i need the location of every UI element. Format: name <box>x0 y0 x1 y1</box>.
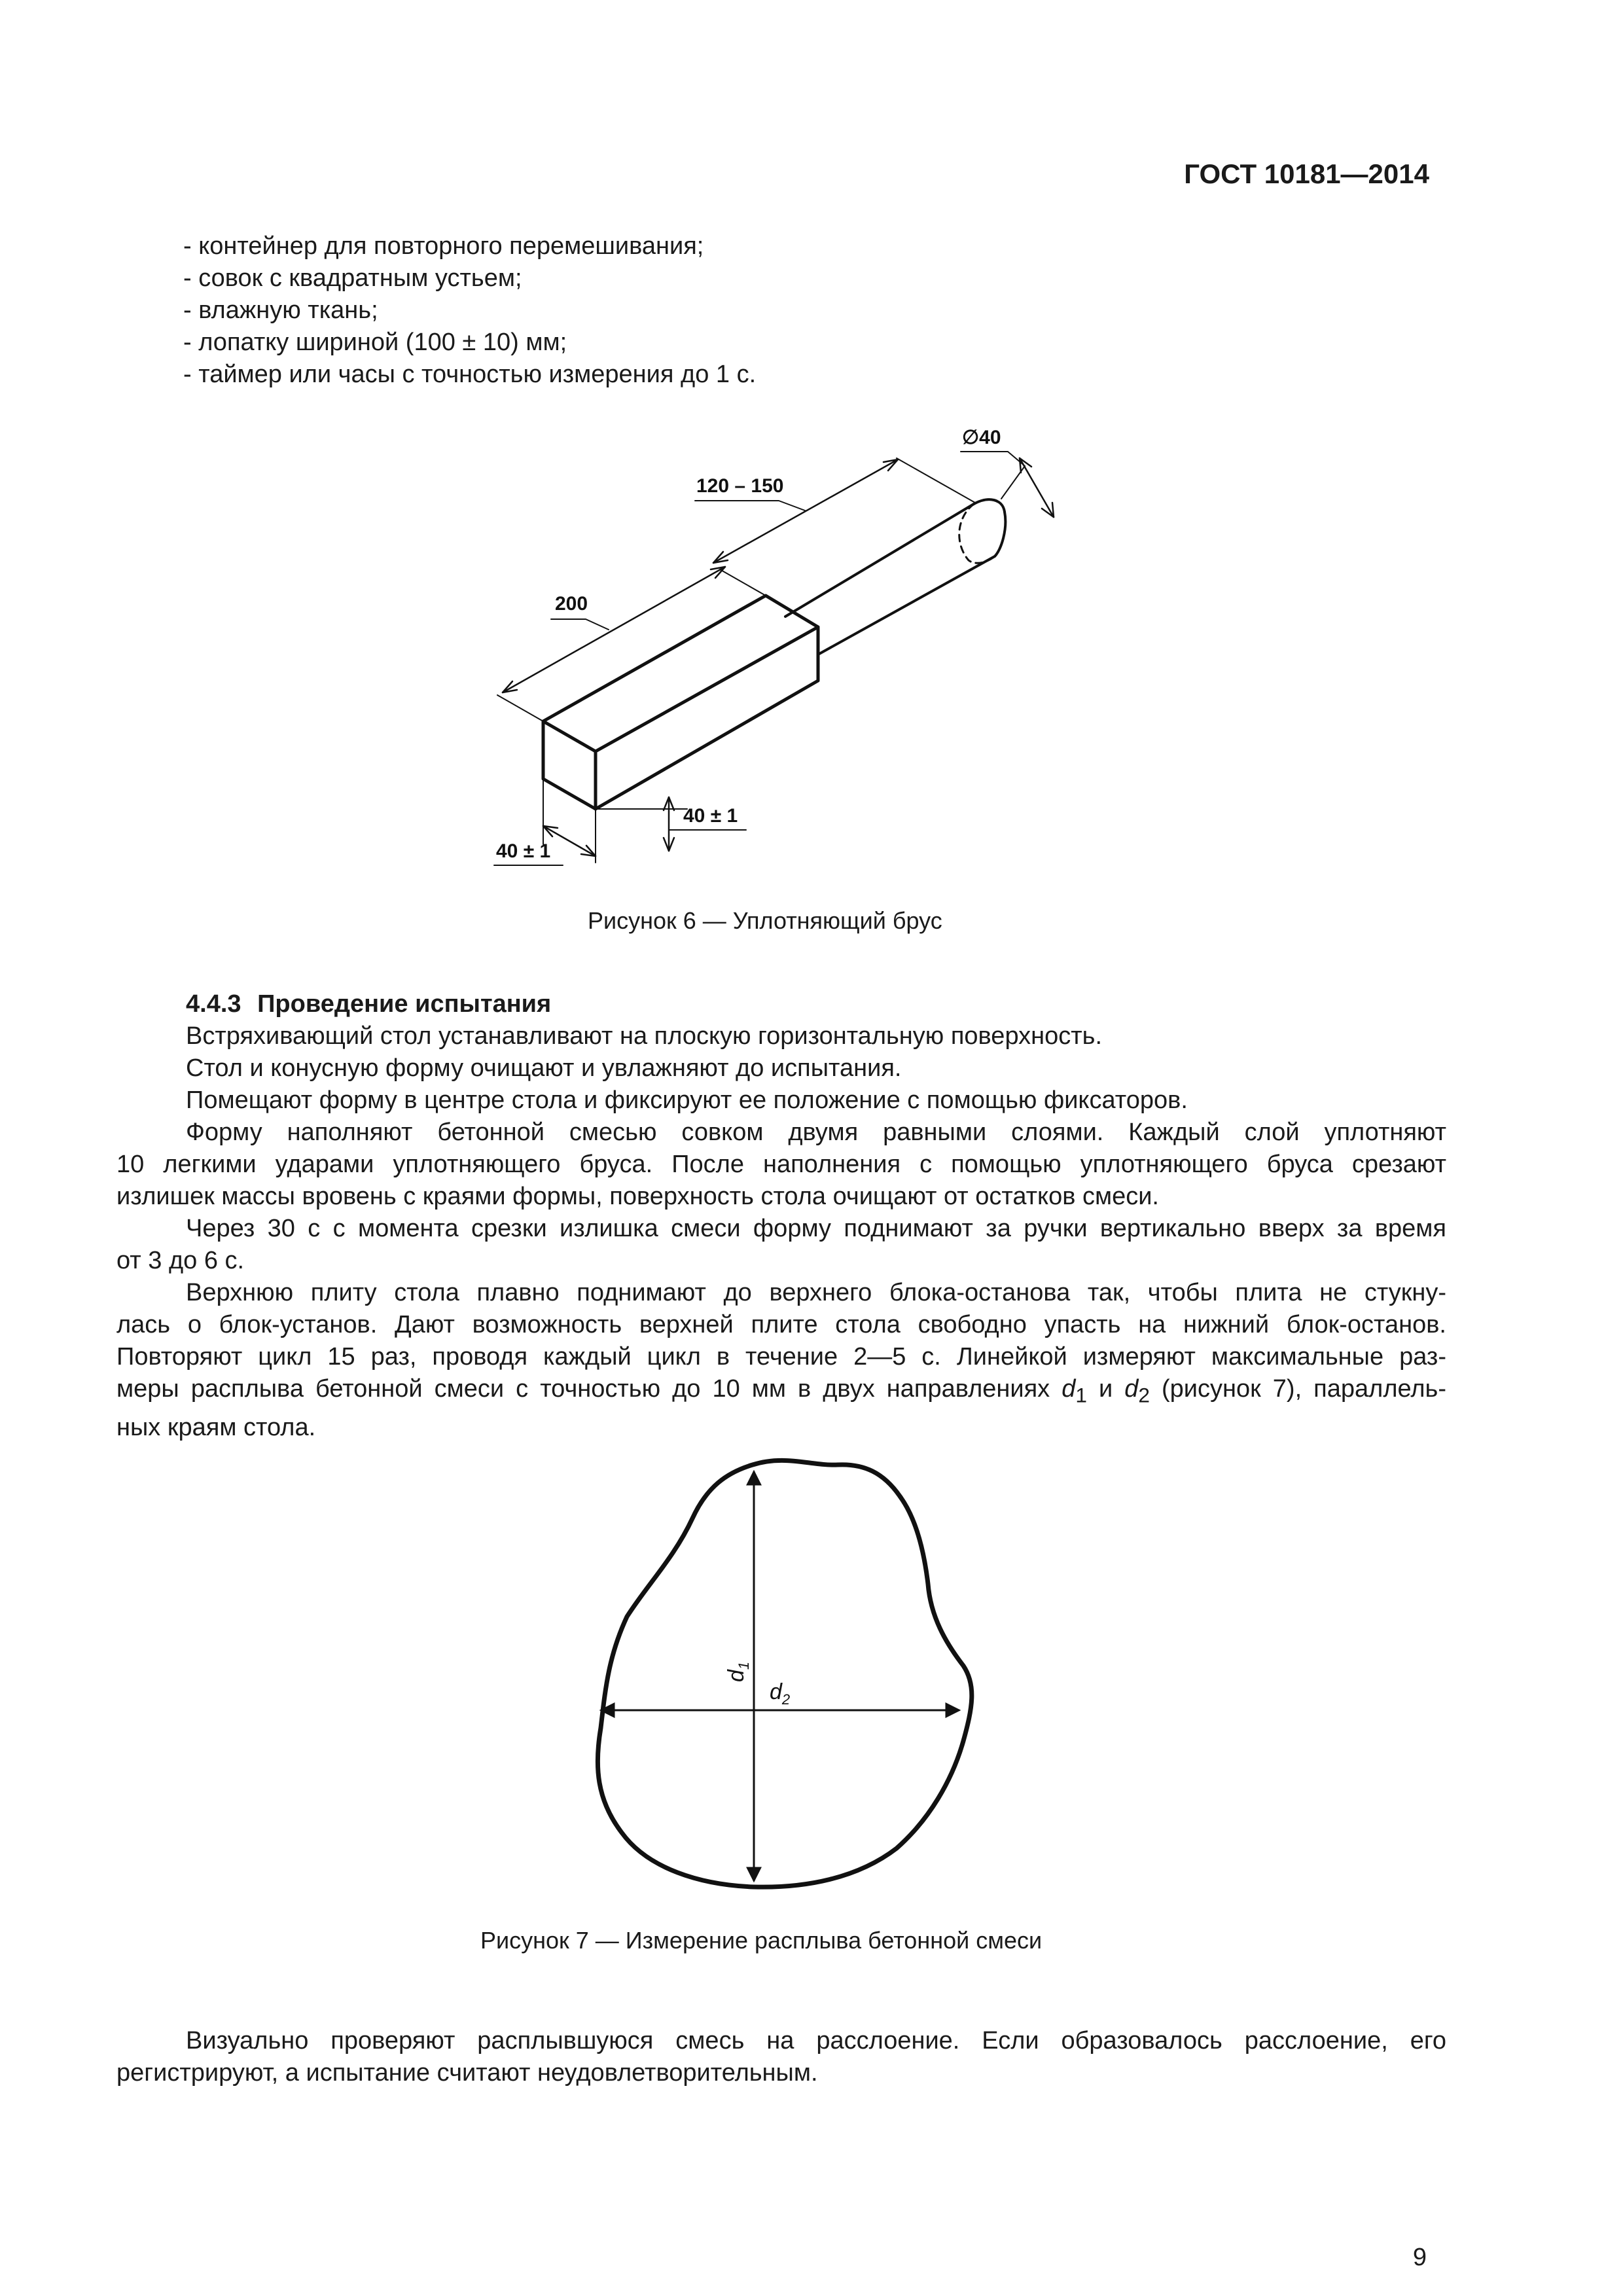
paragraph-line: лась о блок-установ. Дают возможность верхней плите стола свободно упасть на нижний блок-останов. <box>116 1311 1446 1338</box>
figure-6-tamping-rod-drawing <box>0 0 1623 929</box>
shaft-length-dimension-label: 120 – 150 <box>696 475 784 497</box>
paragraph: Встряхивающий стол устанавливают на плоскую горизонтальную поверхность. <box>186 1022 1103 1050</box>
paragraph-line: Визуально проверяют расплывшуюся смесь на расслоение. Если образовалось расслоение, его <box>186 2027 1446 2054</box>
list-item: - лопатку шириной (100 ± 10) мм; <box>183 329 567 356</box>
text-span: (рисунок 7), параллель- <box>1149 1375 1446 1403</box>
section-number: 4.4.3 <box>186 990 241 1018</box>
section-body <box>116 988 1446 1444</box>
diameter-dimension-label: ∅40 <box>962 427 1001 448</box>
paragraph-line: регистрируют, а испытание считают неудовлетворительным. <box>116 2059 818 2087</box>
d-symbol: d <box>724 1670 749 1682</box>
paragraph-line: от 3 до 6 с. <box>116 1247 245 1274</box>
figure-7-spread-drawing <box>0 1427 1623 1924</box>
total-length-dimension-label: 200 <box>555 593 588 615</box>
section-heading <box>116 988 1446 1020</box>
d-symbol: d <box>1061 1375 1076 1403</box>
d1-label <box>724 1662 752 1682</box>
figure-6-caption: Рисунок 6 — Уплотняющий брус <box>588 907 942 934</box>
paragraph: Стол и конусную форму очищают и увлажняют до испытания. <box>186 1054 902 1082</box>
page-number: 9 <box>1412 2244 1427 2271</box>
subscript-1: 1 <box>736 1661 752 1670</box>
list-item: - влажную ткань; <box>183 296 378 324</box>
height-dimension-label: 40 ± 1 <box>683 805 738 827</box>
spread-outline <box>597 1460 972 1887</box>
text-span: меры расплыва бетонной смеси с точностью до 10 мм в двух направлениях <box>116 1375 1062 1403</box>
subscript-2: 2 <box>781 1691 791 1708</box>
d-symbol: d <box>1124 1375 1139 1403</box>
width-dimension-label: 40 ± 1 <box>496 840 551 862</box>
list-item: - совок с квадратным устьем; <box>183 264 522 292</box>
paragraph-line: излишек массы вровень с краями формы, поверхность стола очищают от остатков смеси. <box>116 1183 1159 1210</box>
paragraph: Помещают форму в центре стола и фиксируют ее положение с помощью фиксаторов. <box>186 1086 1188 1114</box>
paragraph-line: ных краям стола. <box>116 1413 316 1441</box>
paragraph-line: Через 30 с с момента срезки излишка смеси форму поднимают за ручки вертикально вверх за время <box>186 1215 1446 1242</box>
d-symbol: d <box>770 1679 782 1704</box>
standard-header: ГОСТ 10181—2014 <box>1184 158 1429 189</box>
paragraph-line: 10 легкими ударами уплотняющего бруса. После наполнения с помощью уплотняющего бруса срезают <box>116 1151 1446 1178</box>
paragraph-line <box>116 1373 1446 1412</box>
list-item: - контейнер для повторного перемешивания; <box>183 232 704 260</box>
section-title: Проведение испытания <box>257 990 552 1018</box>
text-span: и <box>1086 1375 1125 1403</box>
list-item: - таймер или часы с точностью измерения до 1 с. <box>183 361 757 388</box>
paragraph-line: Форму наполняют бетонной смесью совком двумя равными слоями. Каждый слой уплотняют <box>186 1119 1446 1146</box>
figure-7-caption: Рисунок 7 — Измерение расплыва бетонной смеси <box>480 1927 1043 1954</box>
subscript-2: 2 <box>1138 1383 1150 1407</box>
closing-paragraph <box>116 2025 1446 2089</box>
paragraph-line: Верхнюю плиту стола плавно поднимают до верхнего блока-останова так, чтобы плита не стукну- <box>186 1279 1446 1306</box>
subscript-1: 1 <box>1075 1383 1087 1407</box>
d2-label <box>770 1679 790 1708</box>
paragraph-line: Повторяют цикл 15 раз, проводя каждый цикл в течение 2—5 с. Линейкой измеряют максимальные раз- <box>116 1343 1446 1371</box>
